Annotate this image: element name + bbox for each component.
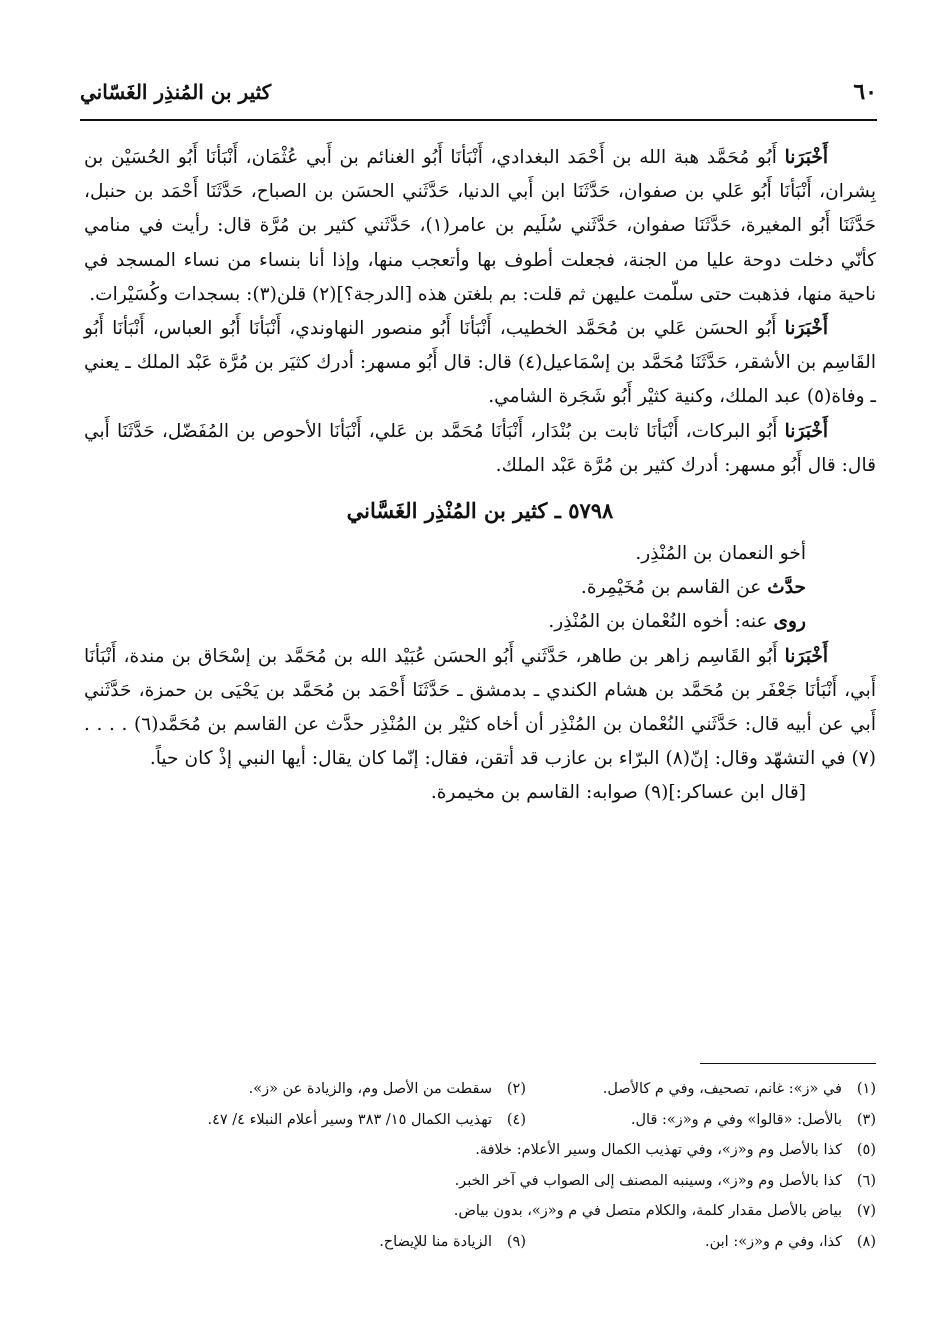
footnotes [90,1074,876,1257]
entry-line-text: عن القاسم بن مُخَيْمِرة. [580,577,768,599]
footnote-number: (١) [856,1081,876,1097]
footnote-5 [475,1135,876,1166]
keyword: أَخْبَرَنا [784,318,828,340]
footnote-text: سقطت من الأصل وم، والزيادة عن «ز». [248,1081,492,1097]
entry-line-3 [84,605,876,639]
footnote-number: (٤) [506,1111,526,1128]
keyword: أَخْبَرَنا [784,420,828,442]
footnote-number: (٥) [856,1142,876,1158]
footnote-4 [207,1105,526,1136]
paragraph-text: أَبُو الحسَن عَلي بن مُحَمَّد الخطيب، أَنْبَأنَا أَبُو منصور النهاوندي، أَنْبَأنَا أَبُو العباس، أَنْبَأنَا أَبُو القَاسِم بن الأشقر، حَدَّثَنَا مُحَمَّد بن إسْمَاعيل(٤) قال: قال أَبُو مسهر: أدرك كثيَر بن مُرَّة عَبْد الملك ـ يعني ـ وفاة(٥) عبد الملك، وكنية كثيْر أَبُو شَجَرة الشامي. [84,318,877,408]
entry-paragraph [84,640,876,777]
main-text [84,141,876,811]
running-header [80,70,877,114]
entry-line-1: أخو النعمان بن المُنْذِر. [635,543,806,565]
footnote-rule [700,1063,876,1064]
keyword: حدَّث [767,577,806,599]
footnote-text: كذا، وفي م و«ز»: ابن. [705,1233,842,1250]
footnote-text: تهذيب الكمال ١٥/ ٣٨٣ وسير أعلام النبلاء ٤/ ٤٧. [207,1111,492,1128]
footnote-text: بالأصل: «قالوا» وفي م و«ز»: قال. [630,1111,842,1128]
footnote-number: (٢) [506,1081,526,1097]
paragraph-text: أَبُو مُحَمَّد هبة الله بن أَحْمَد البغدادي، أَنْبَأنَا أَبُو الغنائم بن أَبي عُثْمَان، أَنْبَأنَا أَبُو الحُسَيْن بن بِشران، أَنْبَأنَا أَبُو عَلي بن صفوان، حَدَّثَنَا ابن أَبي الدنيا، حَدَّثَني الحسَن بن الصباح، حَدَّثَنَا أَحْمَد بن حنبل، حَدَّثَنَا أَبُو المغيرة، حَدَّثَنَا صفوان، حَدَّثَني سُلَيم بن عامر(١)، حَدَّثَني كثير بن مُرَّة قال: رأيت في منامي كأنّي دخلت دوحة عليا من الجنة، فجعلت أطوف بها وأتعجب منها، وإذا أنا بنساء من نساء المسجد في ناحية منها، فذهبت حتى سلّمت عليهن ثم قلت: بم بلغتن هذه [الدرجة؟](٢) قلن(٣): بسجدات وكُسَيْرات. [84,147,876,305]
footnote-number: (٣) [856,1111,876,1128]
footnote-3 [526,1105,876,1136]
footnote-8 [526,1227,876,1258]
footnote-row [90,1074,876,1105]
footnote-number: (٦) [856,1172,876,1189]
footnote-row [90,1227,876,1258]
keyword: أَخْبَرَنا [784,147,828,168]
paragraph-text: أَبُو البركات، أَنْبَأنَا ثابت بن بُنْدَار، أَنْبَأنَا مُحَمَّد بن عَلي، أَنْبَأنَا الأحوص بن المُفَضّل، حَدَّثَنَا أَبي قال: قال أَبُو مسهر: أدرك كثير بن مُرَّة عَبْد الملك. [84,420,876,476]
footnote-text: كذا بالأصل وم و«ز»، وفي تهذيب الكمال وسير الأعلام: خلافة. [475,1142,842,1158]
footnote-6 [455,1166,876,1197]
footnote-1 [526,1074,876,1105]
footnote-row [90,1196,876,1227]
page-number: ٦٠ [853,79,877,105]
footnote-row [90,1135,876,1166]
paragraph-1 [84,141,876,312]
footnote-2 [249,1074,526,1105]
paragraph-2 [84,312,876,415]
editor-note: [قال ابن عساكر:](٩) صوابه: القاسم بن مخيمرة. [430,782,806,804]
running-title: كثير بن المُنذِر الغَسّاني [80,80,272,104]
footnote-row [90,1105,876,1136]
entry-line-text: عنه: أخوه النُعْمان بن المُنْذِر. [548,611,774,633]
entry-line-2 [84,571,876,605]
footnote-text: في «ز»: غانم، تصحيف، وفي م كالأصل. [602,1081,842,1097]
footnote-text: بياض بالأصل مقدار كلمة، والكلام متصل في م و«ز»، بدون بياض. [453,1203,842,1219]
keyword: روى [773,611,806,633]
footnote-9 [379,1227,526,1258]
footnote-row [90,1166,876,1197]
keyword: أَخْبَرَنا [784,645,828,667]
footnote-number: (٩) [506,1233,526,1250]
footnote-number: (٨) [856,1233,876,1250]
paragraph-text: أَبُو القَاسِم زاهر بن طاهر، حَدَّثَني أَبُو الحسَن عُبَيْد الله بن مُحَمَّد بن إسْحَاق بن مندة، أَنْبَأنَا أَبي، أَنْبَأنَا جَعْفَر بن مُحَمَّد بن هشام الكندي ـ بدمشق ـ حَدَّثَنَا أَحْمَد بن مُحَمَّد بن يَحْيَى بن حمزة، حَدَّثَني أَبي عن أبيه قال: حَدَّثَني النُعْمان بن المُنْذِر أن أخاه كثيْر بن المُنْذِر حدَّث عن القاسم بن مُحَمَّد(٦) . . . .(٧) في التشهّد وقال: إنّ(٨) البرّاء بن عازب قد أتقن، فقال: إنّما كان يقال: أيها النبي إذْ كان حياً. [84,645,876,770]
footnote-number: (٧) [856,1203,876,1219]
header-rule [80,119,877,121]
paragraph-3 [84,415,876,483]
entry-title: ٥٧٩٨ ـ كثير بن المُنْذِر الغَسَّاني [346,498,614,524]
footnote-7 [454,1196,876,1227]
footnote-text: كذا بالأصل وم و«ز»، وسينبه المصنف إلى الصواب في آخر الخبر. [454,1172,842,1189]
footnote-text: الزيادة منا للإيضاح. [379,1233,492,1250]
